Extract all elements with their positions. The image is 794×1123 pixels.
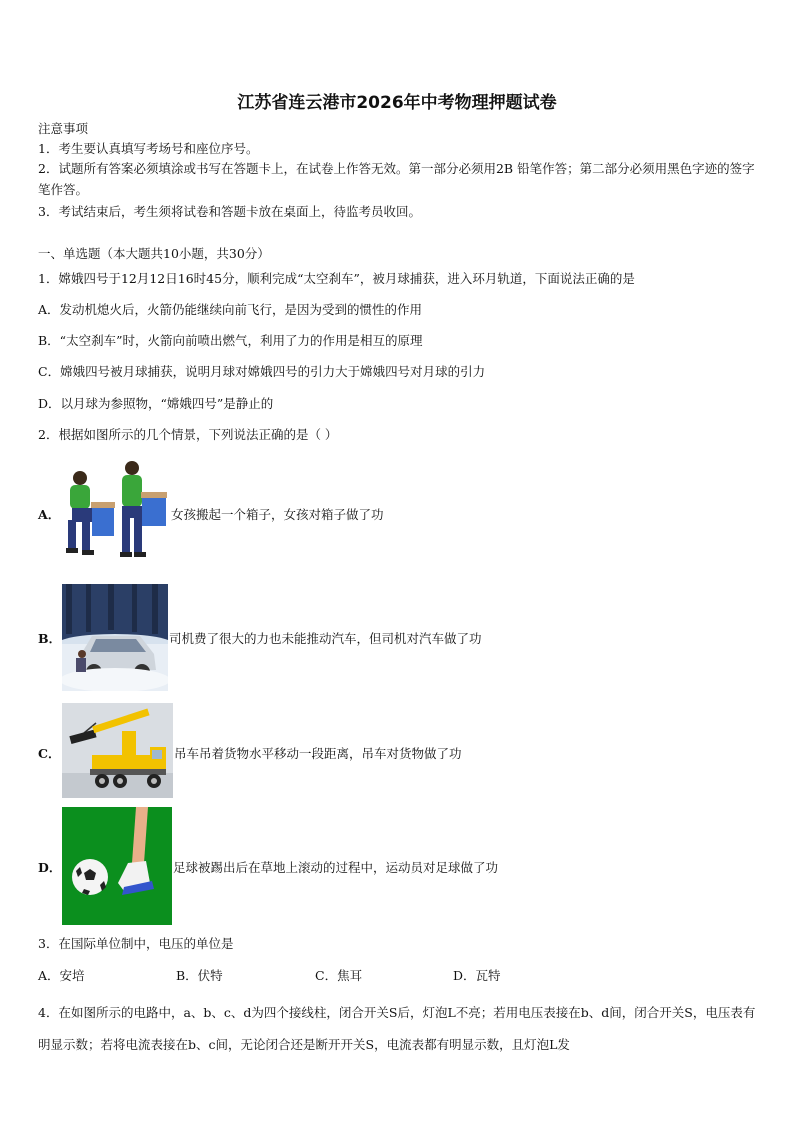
kicking-soccer-ball-image	[62, 807, 172, 925]
q2-option-d-text: 足球被踢出后在草地上滚动的过程中，运动员对足球做了功	[173, 860, 499, 875]
q3-option-c: C．焦耳	[315, 968, 363, 983]
q3-option-a: A．安培	[38, 968, 85, 983]
car-in-snow-image	[62, 584, 168, 691]
exam-title: 江苏省连云港市2026年中考物理押题试卷	[237, 93, 557, 113]
q2-option-b-text: 司机费了很大的力也未能推动汽车，但司机对汽车做了功	[169, 631, 482, 646]
q3-stem: 3．在国际单位制中，电压的单位是	[38, 936, 234, 951]
section-heading: 一、单选题（本大题共10小题，共30分）	[38, 246, 270, 261]
toy-crane-truck-image	[62, 703, 173, 798]
q1-option-b: B．“太空刹车”时，火箭向前喷出燃气，利用了力的作用是相互的原理	[38, 333, 423, 348]
q2-option-c-label: C．	[38, 746, 61, 761]
notes-heading: 注意事项	[38, 121, 89, 136]
q2-option-a-text: 女孩搬起一个箱子，女孩对箱子做了功	[171, 507, 384, 522]
girl-lifting-box-image	[62, 460, 170, 564]
q3-option-b: B．伏特	[176, 968, 223, 983]
q1-stem: 1．嫦娥四号于12月12日16时45分，顺利完成“太空刹车”，被月球捕获，进入环月轨道，下面说法正确的是	[38, 271, 635, 286]
q1-option-a: A．发动机熄火后，火箭仍能继续向前飞行，是因为受到的惯性的作用	[38, 302, 423, 317]
note-item-2: 2．试题所有答案必须填涂或书写在答题卡上，在试卷上作答无效。第一部分必须用2B 铅笔作答；第二部分必须用黑色字迹的签字笔作答。	[38, 161, 755, 197]
note-item-1: 1．考生要认真填写考场号和座位序号。	[38, 141, 259, 156]
q1-option-d: D．以月球为参照物，“嫦娥四号”是静止的	[38, 396, 274, 411]
q2-stem: 2．根据如图所示的几个情景，下列说法正确的是（ ）	[38, 427, 338, 442]
q2-option-b-label: B．	[38, 631, 62, 646]
q4-stem: 4．在如图所示的电路中，a、b、c、d为四个接线柱，闭合开关S后，灯泡L不亮；若用电压表接在b、d间，闭合开关S，电压表有明显示数；若将电流表接在b、c间，无论闭合还是断开开关S，电流表都有明显示数，且灯泡L发	[38, 1005, 756, 1052]
note-item-3: 3．考试结束后，考生须将试卷和答题卡放在桌面上，待监考员收回。	[38, 204, 421, 219]
q2-option-d-label: D．	[38, 860, 62, 875]
q2-option-a-label: A．	[38, 507, 61, 522]
q1-option-c: C．嫦娥四号被月球捕获，说明月球对嫦娥四号的引力大于嫦娥四号对月球的引力	[38, 364, 486, 379]
q3-option-d: D．瓦特	[453, 968, 501, 983]
q2-option-c-text: 吊车吊着货物水平移动一段距离，吊车对货物做了功	[174, 746, 462, 761]
